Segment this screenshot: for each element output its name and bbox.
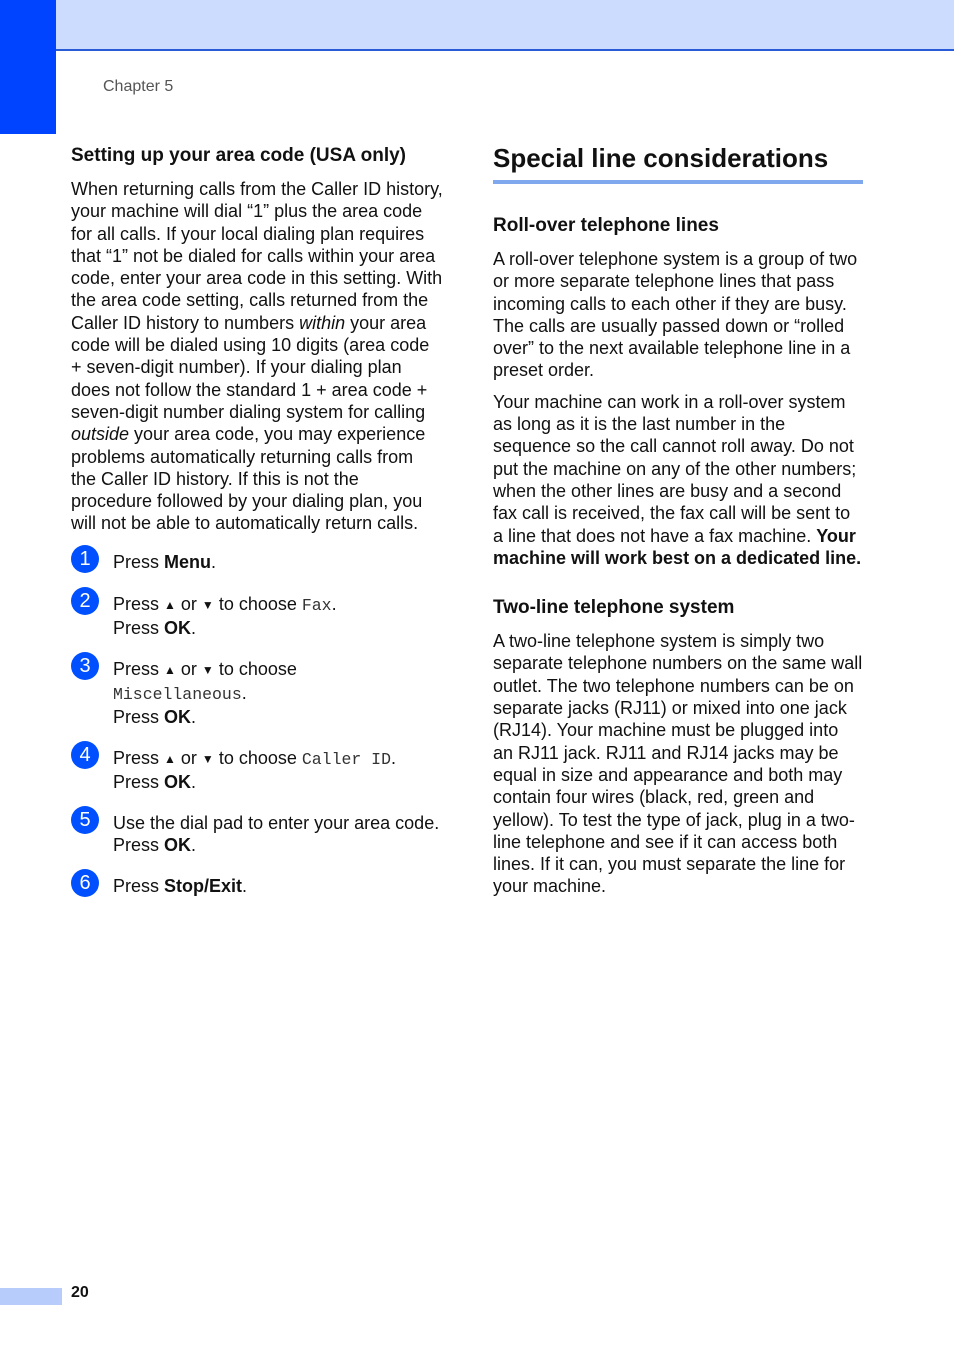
chapter-label: Chapter 5 — [103, 78, 174, 95]
step-2-or: or — [175, 593, 202, 614]
ok-key: OK — [164, 834, 192, 855]
intro-text-a: When returning calls from the Caller ID history, your machine will dial “1” plus the area code for all calls. If your local dialing plan requires that “1” not be dialed for calls within your area code, enter your area code in this setting. With the area code setting, calls returned from the Caller ID history to numbers — [71, 179, 443, 333]
option-fax: Fax — [301, 595, 332, 615]
step-2-end: . — [331, 593, 337, 614]
section-title-area-code: Setting up your area code (USA only) — [71, 145, 407, 166]
step-2-press: Press — [113, 593, 165, 614]
down-arrow-icon: ▼ — [201, 597, 214, 612]
step-3-end2: . — [191, 706, 197, 727]
intro-text-c: your area code, you may experience problems automatically returning calls from the Caller ID history. If this is not the procedure followed by your dialing plan, you will not be able to automatically return calls. — [71, 424, 426, 534]
down-arrow-icon: ▼ — [201, 751, 214, 766]
intro-outside: outside — [71, 424, 130, 445]
step-1-press: Press — [113, 551, 165, 572]
step-5-text: Use the dial pad to enter your area code. — [113, 812, 440, 833]
header-band — [0, 0, 954, 51]
option-miscellaneous: Miscellaneous — [113, 684, 242, 704]
step-4-press2: Press — [113, 771, 165, 792]
step-2-end2: . — [191, 617, 197, 638]
step-number-3: 3 — [71, 652, 99, 680]
step-3-choose: to choose — [213, 658, 297, 679]
step-3-or: or — [175, 658, 202, 679]
page-number: 20 — [71, 1284, 89, 1301]
chapter-tab — [0, 0, 56, 134]
step-3 — [71, 654, 443, 728]
step-4-or: or — [175, 747, 202, 768]
footer-bar — [0, 1288, 62, 1305]
right-column — [493, 142, 863, 898]
intro-text-b: your area code will be dialed using 10 digits (area code + seven-digit number). If your dialing plan does not follow the standard 1 + area code + seven-digit number dialing system for calling — [71, 312, 430, 422]
menu-key: Menu — [164, 551, 212, 572]
step-number-6: 6 — [71, 869, 99, 897]
step-number-2: 2 — [71, 587, 99, 615]
up-arrow-icon: ▲ — [164, 662, 176, 677]
step-4-press: Press — [113, 747, 165, 768]
up-arrow-icon: ▲ — [164, 751, 176, 766]
ok-key: OK — [164, 617, 192, 638]
stop-exit-key: Stop/Exit — [164, 875, 243, 896]
step-5-end2: . — [191, 834, 197, 855]
step-number-5: 5 — [71, 806, 99, 834]
area-code-intro — [71, 178, 443, 535]
step-3-press2: Press — [113, 706, 165, 727]
section-title-special-lines: Special line considerations — [493, 142, 863, 184]
step-6-press: Press — [113, 875, 165, 896]
two-line-paragraph: A two-line telephone system is simply two separate telephone numbers on the same wall outlet. The two telephone numbers can be on separate jacks (RJ11) or mixed into one jack (RJ14). Your machine must be plugged into an RJ11 jack. RJ11 and RJ14 jacks may be equal in size and appearance and both may contain four wires (black, red, green and yellow). To test the type of jack, plug in a two-line telephone and see if it can access both lines. If it can, you must separate the line for your machine. — [493, 631, 863, 897]
step-1-end: . — [211, 551, 217, 572]
step-number-4: 4 — [71, 741, 99, 769]
step-2 — [71, 589, 443, 639]
step-4-end2: . — [191, 771, 197, 792]
step-4-end: . — [391, 747, 397, 768]
step-number-1: 1 — [71, 545, 99, 573]
step-5 — [71, 808, 443, 856]
step-2-choose: to choose — [213, 593, 302, 614]
up-arrow-icon: ▲ — [164, 597, 176, 612]
roll-over-paragraph-1: A roll-over telephone system is a group of two or more separate telephone lines that pass incoming calls to each other if they are busy. The calls are usually passed down or “rolled over” to the next available telephone line in a preset order. — [493, 249, 858, 381]
step-list — [71, 547, 443, 897]
down-arrow-icon: ▼ — [201, 662, 214, 677]
heading-roll-over: Roll-over telephone lines — [493, 215, 719, 236]
step-3-press: Press — [113, 658, 165, 679]
ok-key: OK — [164, 771, 192, 792]
step-4-choose: to choose — [213, 747, 302, 768]
step-6-end: . — [242, 875, 248, 896]
step-4 — [71, 743, 443, 793]
left-column — [71, 144, 443, 897]
roll-over-bold-note: Your machine will work best on a dedicated line. — [493, 525, 862, 568]
step-3-end: . — [241, 682, 247, 703]
intro-within: within — [299, 312, 346, 333]
roll-over-paragraph-2 — [493, 391, 863, 569]
step-6 — [71, 871, 443, 897]
option-caller-id: Caller ID — [301, 749, 391, 769]
step-1 — [71, 547, 443, 573]
ok-key: OK — [164, 706, 192, 727]
heading-two-line: Two-line telephone system — [493, 597, 735, 619]
step-5-press2: Press — [113, 834, 165, 855]
roll-over-text: Your machine can work in a roll-over system as long as it is the last number in the sequence so the call cannot roll away. Do not put the machine on any of the other numbers; when the other lines are busy and a second fax call is received, the fax call will be sent to a line that does not have a fax machine. — [493, 391, 857, 546]
step-2-press2: Press — [113, 617, 165, 638]
